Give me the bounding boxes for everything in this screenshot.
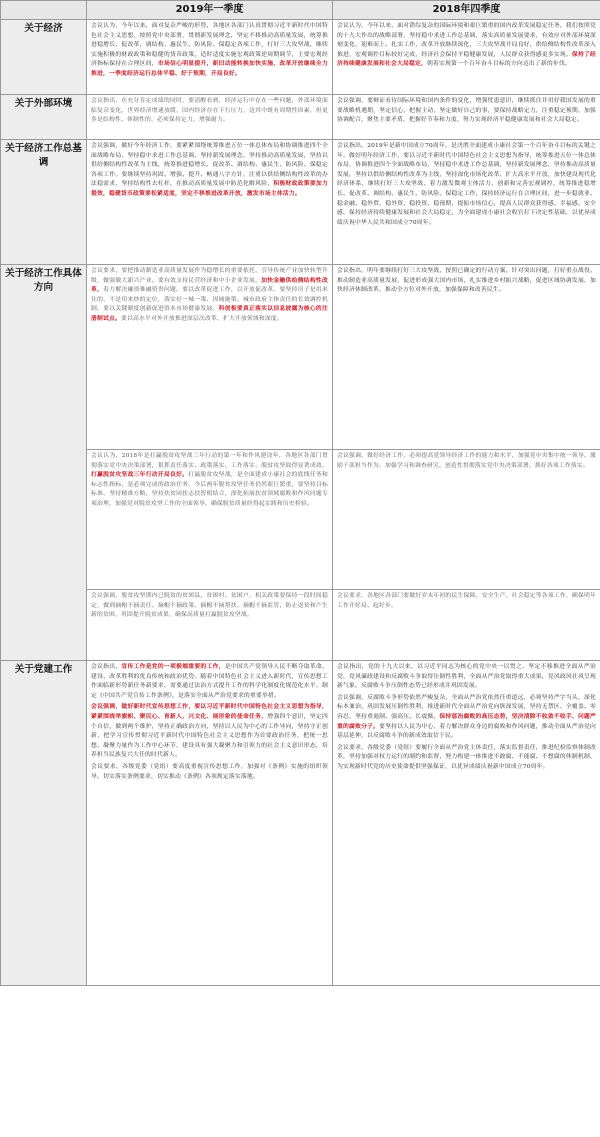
highlight-run: 会议强调，做好新时代宣传思想工作，要以习近平新时代中国特色社会主义思想为指导，紧紧围绕举旗帜、聚民心、育新人、兴文化、展形象的使命任务， <box>91 704 328 720</box>
paragraph <box>91 142 328 200</box>
cell-direction-q1-2019-a <box>87 265 333 450</box>
paragraph <box>91 22 328 80</box>
row-label-party-building: 关于党建工作 <box>1 661 87 986</box>
header-q4-2018: 2018年四季度 <box>333 1 600 20</box>
text-run: 会议强调，要辩证看待国际环境和国内条件的变化，增强忧患意识，继续抓住并用好我国发展的重要战略机遇期，坚定信心，把握主动，坚定做好自己的事，要保持战略定力，注重稳定预期，加强协调配合，聚焦主要矛盾，把握好节奏和力度，努力实现经济平稳健康发展和社会大局稳定。 <box>337 98 596 124</box>
text-run: 是中国共产党领导人民不断夺取革命、建设、改革胜利的优良传统和政治优势。随着中国特色社会主义进入新时代，宣传思想工作面临新形势新任务新要求，需要通过法治方式提升工作的科学化制度化规范化水平。制定《中国共产党宣传工作条例》，是落实全面从严治党要求的重要举措。 <box>91 664 329 699</box>
paragraph <box>91 663 328 701</box>
paragraph <box>91 703 328 761</box>
paragraph <box>337 694 596 742</box>
text-run: 会议强调，做好今年经济工作，要紧紧围绕统筹推进五位一体总体布局和协调推进四个全面战略布局，坚持稳中求进工作总基调，坚持新发展理念，坚持推动高质量发展，坚持以供给侧结构性改革为主线，统筹推进稳增长、促改革、调结构、惠民生、防风险、保稳定各项工作。要继续坚持巩固、增强、提升、畅通八字方针，注重以供给侧结构性改革的办法稳需求，坚持结构性去杠杆，在推动高质量发展中防范化解风险， <box>91 143 328 188</box>
cell-direction-q1-2019-b <box>87 450 333 590</box>
text-run: 会议认为，今年以来，面对错综复杂的国际环境和艰巨繁重的国内改革发展稳定任务，我们按照党的十九大作出的战略部署，坚持稳中求进工作总基调，落实高质量发展要求，有效应对外部环境深刻变化，迎难而上、扎实工作，改革开放继续深化，三大攻坚战开局良好，供给侧结构性改革深入推进，宏观调控目标较好完成，经济社会保持平稳健康发展，人民群众获得感更多实现。 <box>337 23 596 58</box>
paragraph <box>337 97 596 126</box>
text-run: 会议强调，反腐败斗争形势依然严峻复杂，全面从严治党依然任重道远，必须坚持严字当头，深化标本兼治，巩固发展压倒性胜利，推进新时代全面从严治党向纵深发展，坚持无禁区、全覆盖、零容忍，坚持重遏制、强高压、长震慑， <box>337 694 596 720</box>
cell-external-q1-2019 <box>87 95 333 140</box>
text-run: 会议强调，脱贫攻坚期内已脱贫的贫困县、贫困村、贫困户，相关政策要保持一段时间稳定，做到摘帽不摘责任、摘帽不摘政策、摘帽不摘帮扶、摘帽不摘监管，防止返贫和产生新的贫困，巩固提升脱贫成果，确保高质量打赢脱贫攻坚战。 <box>91 593 328 619</box>
cell-tone-q1-2019 <box>87 140 333 265</box>
row-work-direction <box>1 265 600 450</box>
header-row <box>1 1 600 20</box>
text-run: 会议要求，各级党委（党组）要履行全面从严治党主体责任，落实监督责任，推进纪检监察体制改革，坚持加强对权力运行的制约和监督，努力构建一体推进不敢腐、不能腐、不想腐的体制机制，为实现新时代党的历史使命提供坚强保证，以优异成绩庆祝新中国成立70周年。 <box>337 744 596 770</box>
cell-economy-q4-2018 <box>333 20 600 95</box>
text-run: 会议要求，各地区各部门要做好岁末年初的民生保障、安全生产、社会稳定等各项工作，确保明年工作开好局、起好步。 <box>337 593 596 609</box>
row-label-general-tone: 关于经济工作总基调 <box>1 140 87 265</box>
cell-direction-q4-2018-a <box>333 265 600 450</box>
text-run: 会议指出， <box>91 664 122 670</box>
text-run: 会议认为，今年以来，面对复杂严峻的形势，各地区各部门认真贯彻习近平新时代中国特色社会主义思想，按照党中央部署，贯彻新发展理念，坚定不移推动高质量发展，统筹推进稳增长、促改革、调结构、惠民生、防风险、保稳定各项工作，打好三大攻坚战，继续实施积极的财政政策和稳健的货币政策，适时适度实施宏观政策逆周期调节，主要宏观经济指标保持在合理区间， <box>91 23 328 68</box>
row-party-building <box>1 661 600 986</box>
highlight-run: 打赢脱贫攻坚战三年行动开局良好。 <box>91 472 189 479</box>
row-label-work-direction: 关于经济工作具体方向 <box>1 265 87 661</box>
text-run: 会议指出，2019年是新中国成立70周年，是决胜全面建成小康社会第一个百年奋斗目标的关键之年。做好明年经济工作，要以习近平新时代中国特色社会主义思想为指导，统筹推进五位一体总体布局，协调推进四个全面战略布局，坚持稳中求进工作总基调，坚持新发展理念，坚持推动高质量发展，坚持以供给侧结构性改革为主线，坚持深化市场化改革、扩大高水平开放，加快建设现代化经济体系，继续打好三大攻坚战，着力激发微观主体活力，创新和完善宏观调控，统筹推进稳增长、促改革、调结构、惠民生、防风险、保稳定工作，保持经济运行在合理区间，进一步稳就业、稳金融、稳外贸、稳外资、稳投资、稳预期，提振市场信心，提高人民群众获得感、幸福感、安全感，保持经济持续健康发展和社会大局稳定，为全面建成小康社会收官打下决定性基础，以优异成绩庆祝中华人民共和国成立70周年。 <box>337 143 596 226</box>
row-work-direction-poverty <box>1 450 600 590</box>
text-run: 会议要求，各级党委（党组）要高度重视宣传思想工作，加强对《条例》实施的组织领导，切实落实条例要求，切实推动《条例》各项规定落实落地。 <box>91 763 328 780</box>
header-corner <box>1 1 87 20</box>
cell-party-q4-2018 <box>333 661 600 986</box>
highlight-run: 宣传工作是党的一项极端重要的工作， <box>121 664 225 670</box>
text-run: 会议要求，要把推动制造业高质量发展作为稳增长的重要依托，引导传统产业加快转型升级，做强做大新兴产业。要有效支持民营经济和中小企业发展， <box>91 268 328 284</box>
paragraph <box>91 452 328 510</box>
cell-party-q1-2019 <box>87 661 333 986</box>
highlight-run: 市场信心明显提升，新旧动能转换加快实施，改革开放继续全力推进，一季度经济运行总体平稳、好于预期，开局良好。 <box>91 61 328 77</box>
row-label-economy: 关于经济 <box>1 20 87 95</box>
paragraph <box>337 592 596 611</box>
cell-direction-q4-2018-c <box>333 590 600 661</box>
highlight-run: 积极财政政策要加力提效，稳健货币政策要松紧适度，坚定不移推进改革开放，激发市场主体活力。 <box>91 181 328 197</box>
cell-direction-q4-2018-b <box>333 450 600 590</box>
paragraph <box>337 452 596 471</box>
cell-external-q4-2018 <box>333 95 600 140</box>
cell-direction-q1-2019-c <box>87 590 333 661</box>
paragraph <box>91 97 328 126</box>
row-external-environment <box>1 95 600 140</box>
text-run: 着力解决融资难融资贵问题。要以改革促进工作，以开放促改革。要坚持房子是用来住的、不是用来炒的定位，落实好一城一策、因城施策、城市政府主体责任的长效调控机制。要以关键制度创新促进资本市场健康发展， <box>91 287 329 313</box>
text-run: 会议指出，在充分肯定成绩的同时，要清醒看到，经济运行中存在一些问题，外部环境面临复杂变化，世界经济增速放缓，国内经济存在下行压力，这其中既有周期性因素，但更多是结构性、体制性的，必须保持定力，增强耐力。 <box>91 98 328 124</box>
text-run: 要以高水平对外开放推进深层次改革，扩大开放领域和深度。 <box>121 315 283 322</box>
cell-tone-q4-2018 <box>333 140 600 265</box>
paragraph <box>337 142 596 228</box>
paragraph <box>337 663 596 692</box>
text-run: 会议认为，2018年是打赢脱贫攻坚战三年行动的第一年和作风建设年，各地区各部门贯彻落实党中央决策部署，狠抓责任落实、政策落实、工作落实，脱贫攻坚取得显著成效， <box>91 453 328 469</box>
row-economy <box>1 20 600 95</box>
text-run: 朝着实现第一个百年奋斗目标的方向迈出了新的步伐。 <box>426 61 571 68</box>
paragraph <box>337 744 596 773</box>
header-q1-2019: 2019年一季度 <box>87 1 333 20</box>
text-run: 增强四个意识，坚定四个自信，做到两个维护，坚持正确政治方向，坚持以人民为中心的工作导向，坚持守正创新，把学习宣传贯彻习近平新时代中国特色社会主义思想作为首要政治任务，把统一思想、凝聚力量作为工作中心环节，建设具有强大凝聚力和引领力的社会主义意识形态，培养担当民族复兴大任的时代新人。 <box>91 713 328 759</box>
paragraph <box>91 267 328 325</box>
highlight-run: 科创板要真正落实以信息披露为核心的注册制试点。 <box>91 306 328 322</box>
text-run: 会议指出，明年要继续打好三大攻坚战，按照已确定的行动方案，针对突出问题，打好重点战役。推动制造业高质量发展，促进形成强大国内市场，扎实推进乡村振兴战略，促进区域协调发展，加快经济体制改革，推动全方位对外开放，加强保障和改善民生。 <box>337 268 596 294</box>
text-run: 会议指出，党的十九大以来，以习近平同志为核心的党中央一以贯之、坚定不移推进全面从严治党，党风廉政建设和反腐败斗争取得压倒性胜利，全面从严治党取得重大成果，党风政风社风呈现新气象，反腐败斗争压倒性态势已经形成并巩固发展。 <box>337 664 596 690</box>
paragraph <box>337 22 596 70</box>
paragraph <box>91 592 328 621</box>
text-run: 会议强调，做好经济工作，必须提高党领导经济工作的能力和水平，加强党中央集中统一领导，激励干部担当作为，加强学习和调查研究，创造性贯彻落实党中央决策部署，抓好各项工作落实。 <box>337 453 596 469</box>
row-work-direction-consolidate <box>1 590 600 661</box>
text-run: 要坚持以人民为中心，着力解决群众身边的腐败和作风问题，推动全面从严治党向基层延伸，以反腐败斗争的新成效取信于民。 <box>337 723 596 740</box>
row-general-tone <box>1 140 600 265</box>
highlight-run: 保持惩治腐败的高压态势，坚决清除不收敛不收手、问题严重的腐败分子。 <box>337 713 596 730</box>
row-label-external-environment: 关于外部环境 <box>1 95 87 140</box>
cell-economy-q1-2019 <box>87 20 333 95</box>
text-run: 打赢脱贫攻坚战，是全面建成小康社会的底线任务和标志性指标，是必须完成的政治任务。今后两年脱贫攻坚任务仍然艰巨繁重，要坚持目标标准，坚持精准方略，坚持扶贫同扶志扶智相结合，深化拓展扶贫领域腐败和作风问题专项治理，加强党对脱贫攻坚工作的全面领导，确保脱贫质量经得起实践和历史检验。 <box>91 472 328 507</box>
paragraph <box>91 763 328 782</box>
highlight-run: 加快金融供给侧结构性改革， <box>91 277 329 294</box>
paragraph <box>337 267 596 296</box>
highlight-run: 保持了经济持续健康发展和社会大局稳定， <box>337 51 596 68</box>
